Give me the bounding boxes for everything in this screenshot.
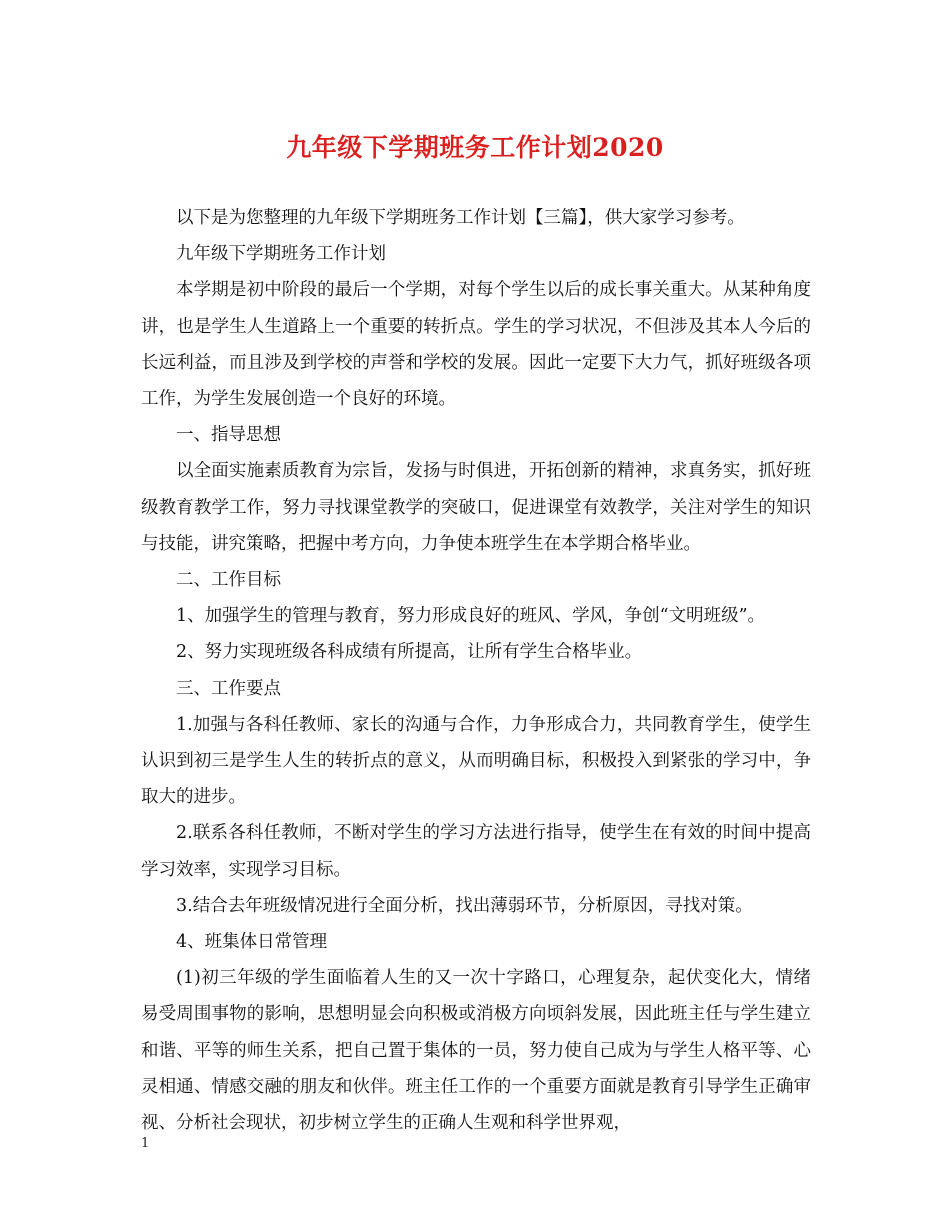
paragraph: 以全面实施素质教育为宗旨，发扬与时俱进，开拓创新的精神，求真务实，抓好班级教育教学工作，努力寻找课堂教学的突破口，促进课堂有效教学，关注对学生的知识与技能，讲究策略，把握中考方向，力争使本班学生在本学期合格毕业。 (141, 461, 811, 554)
list-item: 1.加强与各科任教师、家长的沟通与合作，力争形成合力，共同教育学生，使学生认识到初三是学生人生的转折点的意义，从而明确目标，积极投入到紧张的学习中，争取大的进步。 (141, 714, 811, 808)
section-heading: 九年级下学期班务工作计划 (176, 244, 386, 265)
section-heading: 一、指导思想 (176, 425, 281, 446)
page-number: 1 (141, 1136, 150, 1151)
paragraph: 以下是为您整理的九年级下学期班务工作计划【三篇】，供大家学习参考。 (176, 208, 745, 228)
document-title: 九年级下学期班务工作计划2020 (286, 133, 664, 162)
section-heading: 三、工作要点 (176, 678, 281, 699)
paragraph: 本学期是初中阶段的最后一个学期，对每个学生以后的成长事关重大。从某种角度讲，也是学生人生道路上一个重要的转折点。学生的学习状况，不但涉及其本人今后的长远利益，而且涉及到学校的声誉和学校的发展。因此一定要下大力气，抓好班级各项工作，为学生发展创造一个良好的环境。 (141, 280, 811, 410)
paragraph: (1)初三年级的学生面临着人生的又一次十字路口，心理复杂，起伏变化大，情绪易受周围事物的影响，思想明显会向积极或消极方向顷斜发展，因此班主任与学生建立和谐、平等的师生关系，把自己置于集体的一员，努力使自己成为与学生人格平等、心灵相通、情感交融的朋友和伙伴。班主任工作的一个重要方面就是教育引导学生正确审视、分析社会现状，初步树立学生的正确人生观和科学世界观， (141, 968, 811, 1134)
list-item: 3.结合去年班级情况进行全面分析，找出薄弱环节，分析原因，寻找对策。 (176, 895, 753, 916)
list-item: 2、努力实现班级各科成绩有所提高，让所有学生合格毕业。 (176, 642, 643, 663)
section-heading: 4、班集体日常管理 (176, 932, 328, 953)
list-item: 1、加强学生的管理与教育，努力形成良好的班风、学风，争创“文明班级”。 (176, 606, 766, 627)
document-body (141, 200, 811, 1141)
list-item: 2.联系各科任教师，不断对学生的学习方法进行指导，使学生在有效的时间中提高学习效率，实现学习目标。 (141, 823, 811, 880)
section-heading: 二、工作目标 (176, 570, 281, 591)
